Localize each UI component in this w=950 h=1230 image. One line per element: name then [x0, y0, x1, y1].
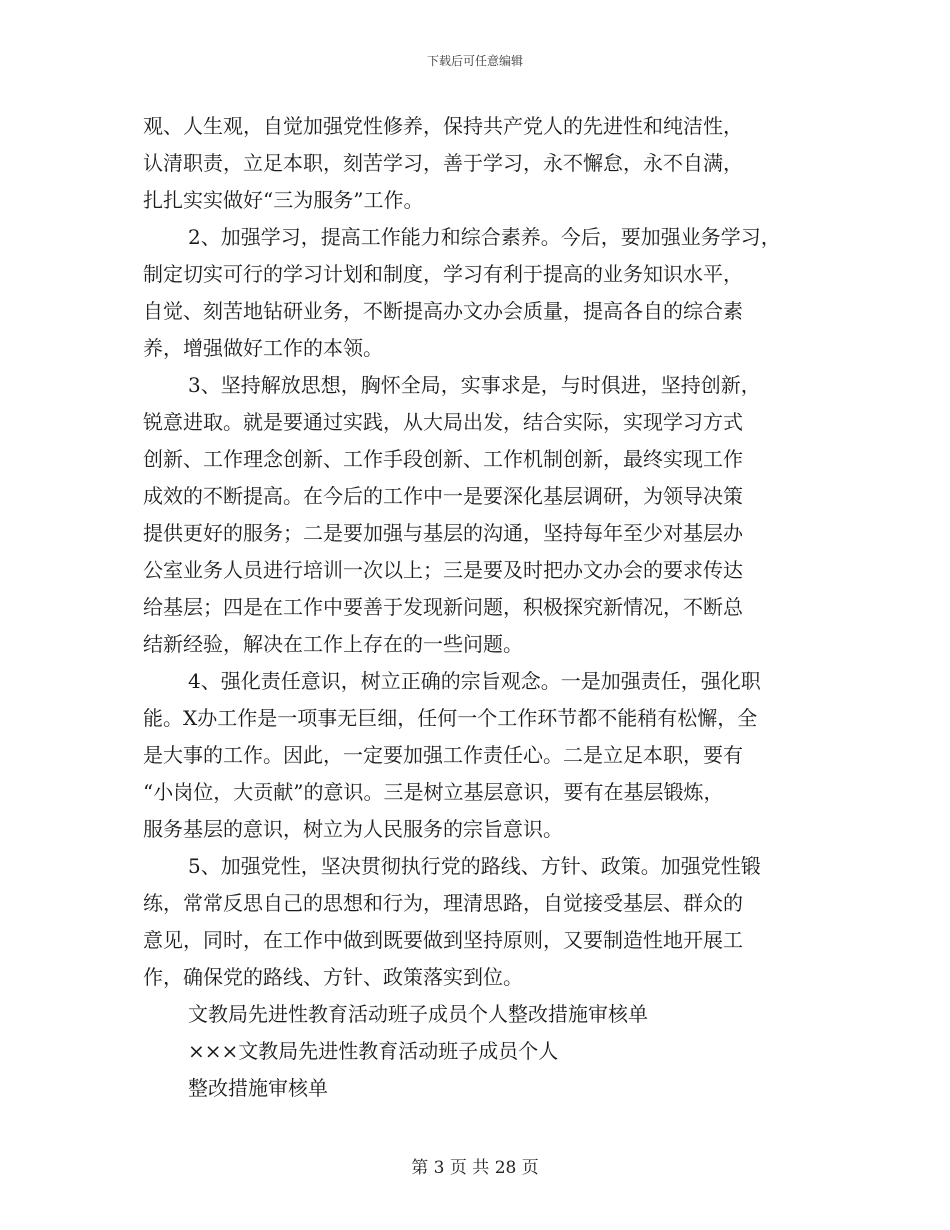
body-line: 结新经验，解决在工作上存在的一些问题。 — [143, 632, 523, 656]
section-title: 整改措施审核单 — [188, 1076, 328, 1100]
body-line: 扎扎实实做好“三为服务”工作。 — [143, 188, 424, 212]
page-footer: 第 3 页 共 28 页 — [411, 1158, 539, 1178]
section-title: 文教局先进性教育活动班子成员个人整改措施审核单 — [188, 1002, 648, 1026]
body-line: 作，确保党的路线、方针、政策落实到位。 — [143, 965, 523, 989]
body-line: 观、人生观，自觉加强党性修养，保持共产党人的先进性和纯洁性， — [143, 114, 743, 138]
body-line: 是大事的工作。因此，一定要加强工作责任心。二是立足本职，要有 — [143, 743, 743, 767]
body-line: 给基层；四是在工作中要善于发现新问题，积极探究新情况，不断总 — [143, 595, 743, 619]
body-line: 创新、工作理念创新、工作手段创新、工作机制创新，最终实现工作 — [143, 447, 743, 471]
body-line: 5、加强党性，坚决贯彻执行党的路线、方针、政策。加强党性锻 — [188, 854, 761, 878]
body-line: 练，常常反思自己的思想和行为，理清思路，自觉接受基层、群众的 — [143, 891, 743, 915]
body-line: 认清职责，立足本职，刻苦学习，善于学习，永不懈怠，永不自满， — [143, 151, 743, 175]
document-body — [143, 108, 823, 1107]
body-line: 公室业务人员进行培训一次以上；三是要及时把办文办会的要求传达 — [143, 558, 743, 582]
body-line: 养，增强做好工作的本领。 — [143, 336, 383, 360]
body-line: 4、强化责任意识，树立正确的宗旨观念。一是加强责任，强化职 — [188, 669, 761, 693]
body-line: “小岗位，大贡献”的意识。三是树立基层意识，要有在基层锻炼， — [143, 780, 724, 804]
body-line: 锐意进取。就是要通过实践，从大局出发，结合实际，实现学习方式 — [143, 410, 743, 434]
page-header: 下载后可任意编辑 — [426, 54, 523, 68]
body-line: 服务基层的意识，树立为人民服务的宗旨意识。 — [143, 817, 563, 841]
body-line: 3、坚持解放思想，胸怀全局，实事求是，与时俱进，坚持创新， — [188, 373, 761, 397]
body-line: 2、加强学习，提高工作能力和综合素养。今后，要加强业务学习， — [188, 225, 781, 249]
section-title: ×××文教局先进性教育活动班子成员个人 — [188, 1039, 559, 1063]
body-line: 制定切实可行的学习计划和制度，学习有利于提高的业务知识水平， — [143, 262, 743, 286]
body-line: 提供更好的服务；二是要加强与基层的沟通，坚持每年至少对基层办 — [143, 521, 743, 545]
body-line: 自觉、刻苦地钻研业务，不断提高办文办会质量，提高各自的综合素 — [143, 299, 743, 323]
body-line: 能。X办工作是一项事无巨细，任何一个工作环节都不能稍有松懈，全 — [143, 706, 758, 730]
body-line: 意见，同时，在工作中做到既要做到坚持原则，又要制造性地开展工 — [143, 928, 743, 952]
body-line: 成效的不断提高。在今后的工作中一是要深化基层调研，为领导决策 — [143, 484, 743, 508]
